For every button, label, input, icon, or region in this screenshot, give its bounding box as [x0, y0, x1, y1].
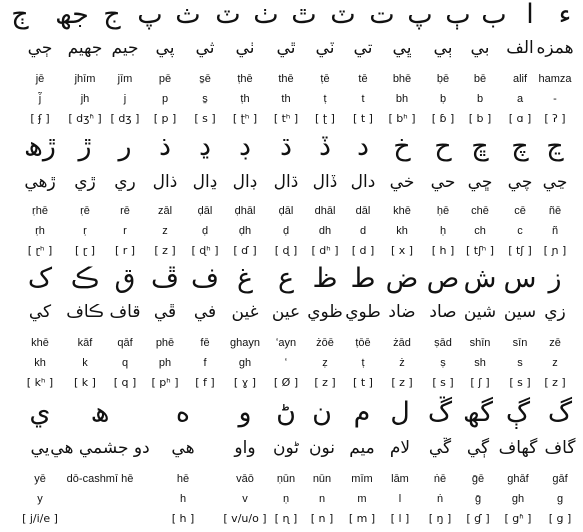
- letter-glyph: ٺ: [253, 0, 279, 30]
- letter-glyph: ر: [118, 131, 132, 162]
- letter-name: نون: [309, 438, 335, 458]
- transliteration-row: [0, 472, 583, 492]
- letter-glyph: ظ: [312, 263, 338, 294]
- letter-name: گهاف: [498, 438, 538, 458]
- transliteration-alt: ṇ: [282, 493, 290, 505]
- transliteration: ḥē: [436, 205, 450, 217]
- letter-name: ٽي: [315, 38, 335, 58]
- transliteration: vāō: [236, 473, 254, 485]
- transliteration-alt: a: [516, 93, 524, 105]
- letter-name: ڃي: [542, 172, 568, 192]
- letter-glyph: ڍ: [198, 131, 212, 162]
- ipa-value: [ ʈʰ ]: [232, 112, 258, 125]
- transliteration-alt: ḅ: [439, 93, 447, 105]
- letter-glyph: ح: [434, 131, 452, 162]
- letter-glyph: ث: [175, 0, 201, 30]
- letter-glyph: گھ: [463, 397, 493, 428]
- transliteration-alt: ṣ: [440, 357, 446, 369]
- transliteration-alt: ñ: [551, 225, 559, 237]
- transliteration-alt: th: [281, 93, 291, 105]
- letter-glyph: س: [503, 263, 537, 294]
- ipa-value: [ q ]: [113, 376, 137, 389]
- letter-name: يي: [30, 438, 50, 458]
- transliteration-alt: ṭ: [361, 357, 365, 369]
- ipa-value: [ ɽ ]: [74, 244, 96, 257]
- transliteration-alt: j: [123, 93, 127, 105]
- letter-glyph: ش: [463, 263, 497, 294]
- transliteration-alt: jh: [80, 93, 90, 105]
- ipa-value: [ ʃ ]: [470, 376, 490, 389]
- letter-name: سين: [503, 302, 537, 322]
- transliteration-alt: kh: [34, 357, 46, 369]
- letter-glyph: م: [353, 397, 371, 428]
- transliteration-alt: q: [121, 357, 129, 369]
- letter-name: جهيم: [67, 38, 103, 58]
- ipa-value-row: [0, 112, 583, 132]
- letter-name-row: [0, 436, 583, 456]
- letter-glyph: ڃ: [546, 131, 564, 162]
- transliteration-alt-row: [0, 492, 583, 512]
- transliteration: jhīm: [74, 73, 96, 85]
- transliteration-alt: y: [37, 493, 43, 505]
- letter-glyph: ڙھ: [24, 131, 56, 162]
- transliteration-row: [0, 204, 583, 224]
- transliteration: ghayn: [230, 337, 260, 349]
- letter-name: قاف: [109, 302, 141, 322]
- letter-name: الف: [506, 38, 534, 58]
- letter-glyph: جھ: [55, 0, 89, 30]
- transliteration: ṛē: [80, 205, 90, 217]
- ipa-value: [ s ]: [194, 112, 216, 125]
- letter-name: ڇي: [467, 172, 493, 192]
- letter-name: ظوي: [307, 302, 343, 322]
- transliteration: fē: [200, 337, 210, 349]
- letter-name: طوي: [345, 302, 381, 322]
- transliteration: żōē: [316, 337, 334, 349]
- letter-glyph: ط: [350, 263, 376, 294]
- letter-name-row: [0, 300, 583, 320]
- letter-glyph: ڪ: [70, 263, 100, 294]
- letter-name: ٿي: [276, 38, 296, 58]
- transliteration: alif: [512, 73, 528, 85]
- ipa-value: [ p ]: [153, 112, 177, 125]
- letter-name: ڙهي: [24, 172, 56, 192]
- transliteration: ḅē: [436, 73, 450, 85]
- transliteration: mīm: [351, 473, 373, 485]
- letter-name: جيم: [111, 38, 139, 58]
- transliteration-alt: n: [318, 493, 326, 505]
- transliteration-alt: m: [357, 493, 367, 505]
- letter-glyph: ھ: [90, 397, 110, 428]
- transliteration-alt: ż: [399, 357, 405, 369]
- transliteration: zē: [549, 337, 561, 349]
- letter-name: بي: [470, 38, 490, 58]
- transliteration: pē: [158, 73, 172, 85]
- ipa-value: [ pʰ ]: [151, 376, 179, 389]
- ipa-value: [ dʒʱ ]: [68, 112, 102, 125]
- letter-name: ڀي: [392, 38, 412, 58]
- ipa-value: [ h ]: [171, 512, 195, 525]
- letter-name: حي: [430, 172, 456, 192]
- letter-name: ري: [114, 172, 136, 192]
- letter-glyph: غ: [236, 263, 254, 294]
- ipa-value: [ ɲ ]: [543, 244, 567, 257]
- transliteration-alt-row: [0, 224, 583, 244]
- letter-glyph: ٽ: [330, 0, 356, 30]
- transliteration-alt: gh: [238, 357, 252, 369]
- letter-name-row: [0, 170, 583, 190]
- ipa-value: [ f ]: [195, 376, 215, 389]
- ipa-value: [ ʈ ]: [315, 112, 335, 125]
- ipa-value: [ ʔ ]: [544, 112, 566, 125]
- letter-name: ٺي: [235, 38, 255, 58]
- ipa-value: [ l ]: [390, 512, 410, 525]
- ipa-value: [ tʃʰ ]: [465, 244, 495, 257]
- ipa-value: [ k ]: [74, 376, 96, 389]
- transliteration-alt: ch: [474, 225, 486, 237]
- letter-name: ڍال: [192, 172, 218, 192]
- letter-name: ضاد: [388, 302, 416, 322]
- transliteration: ṭē: [320, 73, 330, 85]
- letter-name: ثي: [195, 38, 215, 58]
- letter-glyph-row: [0, 131, 583, 162]
- ipa-value: [ s ]: [509, 376, 531, 389]
- transliteration: shīn: [469, 337, 491, 349]
- transliteration-alt: -: [553, 93, 557, 105]
- transliteration-alt: ṭ: [323, 93, 327, 105]
- ipa-value: [ ɽʰ ]: [27, 244, 53, 257]
- letter-name: لام: [389, 438, 411, 458]
- ipa-value: [ bʰ ]: [388, 112, 416, 125]
- letter-name: في: [193, 302, 217, 322]
- ipa-value: [ d ]: [351, 244, 375, 257]
- letter-glyph: ڄ: [11, 0, 29, 30]
- transliteration-alt: ḡ: [474, 493, 482, 505]
- transliteration-alt: sh: [474, 357, 486, 369]
- transliteration: gāf: [552, 473, 568, 485]
- letter-name: ڙي: [74, 172, 96, 192]
- ipa-value-row: [0, 376, 583, 396]
- transliteration-alt: z: [552, 357, 558, 369]
- letter-glyph: چ: [511, 131, 529, 162]
- letter-name: ذال: [152, 172, 178, 192]
- letter-glyph: ف: [191, 263, 219, 294]
- transliteration: nūn: [312, 473, 332, 485]
- letter-glyph: پ: [137, 0, 163, 30]
- letter-glyph: ک: [27, 263, 53, 294]
- letter-glyph: د: [356, 131, 370, 162]
- letter-glyph-row: [0, 0, 583, 30]
- transliteration: bē: [473, 73, 487, 85]
- transliteration: ḍhāl: [234, 205, 256, 217]
- ipa-value: [ j/i/e ]: [22, 512, 58, 525]
- transliteration: tē: [358, 73, 368, 85]
- letter-name: دو جشمي هي: [50, 438, 150, 458]
- transliteration: cē: [514, 205, 526, 217]
- transliteration-row: [0, 72, 583, 92]
- transliteration: dāl: [355, 205, 371, 217]
- transliteration-alt: dh: [318, 225, 332, 237]
- ipa-value: [ dʒ ]: [110, 112, 140, 125]
- transliteration-alt: gh: [511, 493, 525, 505]
- letter-name: ڪاف: [66, 302, 104, 322]
- ipa-value: [ z ]: [391, 376, 413, 389]
- transliteration-alt: s: [517, 357, 523, 369]
- ipa-value: [ n ]: [310, 512, 334, 525]
- letter-glyph: ي: [29, 397, 51, 428]
- letter-glyph: ڻ: [276, 397, 296, 428]
- letter-glyph: ل: [390, 397, 410, 428]
- transliteration-alt: z: [162, 225, 168, 237]
- letter-glyph: ڊ: [238, 131, 252, 162]
- transliteration: ṇūn: [276, 473, 296, 485]
- transliteration: ḍāl: [278, 205, 294, 217]
- ipa-value: [ ɖʰ ]: [191, 244, 219, 257]
- transliteration: phē: [155, 337, 175, 349]
- letter-name: واو: [234, 438, 256, 458]
- letter-name: ڱي: [428, 438, 452, 458]
- transliteration-alt: s̱: [202, 93, 208, 105]
- letter-glyph: ا: [526, 0, 534, 30]
- transliteration-alt: kh: [396, 225, 408, 237]
- transliteration: ghāf: [507, 473, 529, 485]
- letter-glyph: ج: [103, 0, 121, 30]
- ipa-value: [ z ]: [154, 244, 176, 257]
- transliteration-alt: k: [82, 357, 88, 369]
- transliteration: żād: [393, 337, 411, 349]
- transliteration-alt: ṛh: [35, 225, 45, 237]
- letter-glyph: ب: [481, 0, 507, 30]
- letter-glyph: ض: [385, 263, 419, 294]
- transliteration: khē: [31, 337, 49, 349]
- transliteration: thē: [278, 73, 294, 85]
- letter-glyph: ڇ: [471, 131, 489, 162]
- transliteration: yē: [34, 473, 46, 485]
- transliteration-alt: j̃: [38, 93, 42, 105]
- ipa-value: [ dʰ ]: [311, 244, 339, 257]
- transliteration-alt: bh: [395, 93, 409, 105]
- transliteration: chē: [471, 205, 489, 217]
- letter-glyph: ق: [114, 263, 136, 294]
- transliteration-alt: l: [398, 493, 402, 505]
- letter-name: ڦي: [153, 302, 177, 322]
- letter-glyph: ڏ: [318, 131, 332, 162]
- ipa-value: [ h ]: [431, 244, 455, 257]
- ipa-value: [ ɣ ]: [233, 376, 257, 389]
- ipa-value: [ ɑ ]: [508, 112, 532, 125]
- transliteration-alt: ḍ: [282, 225, 290, 237]
- letter-name: ٻي: [433, 38, 453, 58]
- ipa-value: [ m ]: [348, 512, 376, 525]
- letter-name: تي: [353, 38, 373, 58]
- letter-glyph: ع: [277, 263, 295, 294]
- transliteration-alt: ṭh: [240, 93, 250, 105]
- letter-glyph: پ: [407, 0, 433, 30]
- ipa-value: [ ɖ ]: [274, 244, 298, 257]
- transliteration-alt: f: [203, 357, 207, 369]
- ipa-value: [ g ]: [548, 512, 572, 525]
- transliteration-alt: p: [161, 93, 169, 105]
- letter-name: زي: [544, 302, 566, 322]
- letter-glyph: ص: [426, 263, 460, 294]
- ipa-value: [ ŋ ]: [428, 512, 452, 525]
- transliteration: qāf: [117, 337, 133, 349]
- ipa-value: [ ʄ ]: [30, 112, 50, 125]
- transliteration: s̱ē: [199, 73, 211, 85]
- letter-glyph: ٿ: [291, 0, 317, 30]
- transliteration-alt: ḍh: [238, 225, 252, 237]
- transliteration-alt: b: [476, 93, 484, 105]
- letter-glyph: ء: [558, 0, 572, 30]
- transliteration-alt: g: [556, 493, 564, 505]
- letter-glyph: و: [238, 397, 252, 428]
- letter-name: ڌال: [273, 172, 299, 192]
- letter-glyph: ه: [175, 397, 191, 428]
- transliteration: ṣād: [434, 337, 452, 349]
- ipa-value: [ tʰ ]: [273, 112, 299, 125]
- transliteration: ḍāl: [197, 205, 213, 217]
- ipa-value: [ ɠ ]: [466, 512, 490, 525]
- transliteration: bhē: [392, 73, 412, 85]
- letter-glyph: گ: [547, 397, 573, 428]
- transliteration: ḡē: [471, 473, 485, 485]
- transliteration-alt-row: [0, 92, 583, 112]
- ipa-value: [ z ]: [544, 376, 566, 389]
- transliteration-alt: ḥ: [439, 225, 447, 237]
- transliteration: ṅē: [433, 473, 447, 485]
- letter-glyph: ت: [369, 0, 395, 30]
- letter-name: صاد: [429, 302, 457, 322]
- letter-name-row: [0, 36, 583, 56]
- transliteration: kāf: [77, 337, 93, 349]
- transliteration-alt: ḍ: [201, 225, 209, 237]
- transliteration-alt: ṛ: [83, 225, 87, 237]
- transliteration-alt: ph: [158, 357, 172, 369]
- transliteration: ṛhē: [32, 205, 48, 217]
- ipa-value-row: [0, 512, 583, 532]
- letter-glyph: ن: [312, 397, 332, 428]
- ipa-value-row: [0, 244, 583, 264]
- letter-glyph: ذ: [158, 131, 172, 162]
- transliteration: khē: [393, 205, 411, 217]
- letter-name: ڊال: [232, 172, 258, 192]
- transliteration-alt: c: [517, 225, 523, 237]
- letter-glyph-row: [0, 397, 583, 428]
- transliteration-alt: v: [242, 493, 248, 505]
- transliteration: ṭōē: [355, 337, 371, 349]
- letter-name: ڳي: [466, 438, 490, 458]
- letter-name: شين: [463, 302, 497, 322]
- transliteration-alt: t: [361, 93, 365, 105]
- letter-name: غين: [231, 302, 259, 322]
- transliteration-alt: ʻ: [284, 357, 288, 369]
- letter-name: ميم: [349, 438, 375, 458]
- letter-glyph: ٽ: [215, 0, 241, 30]
- ipa-value: [ t ]: [353, 376, 373, 389]
- letter-name: ڄي: [27, 38, 53, 58]
- ipa-value: [ kʰ ]: [26, 376, 54, 389]
- letter-glyph: ٻ: [445, 0, 471, 30]
- ipa-value: [ gʱ ]: [504, 512, 532, 525]
- letter-name: گاف: [544, 438, 576, 458]
- transliteration: lām: [391, 473, 409, 485]
- transliteration: zāl: [157, 205, 173, 217]
- ipa-value: [ ɓ ]: [431, 112, 455, 125]
- ipa-value: [ r ]: [114, 244, 136, 257]
- ipa-value: [ s ]: [432, 376, 454, 389]
- transliteration-alt: ẓ: [322, 357, 328, 369]
- letter-name: چي: [507, 172, 533, 192]
- transliteration-alt: ṅ: [436, 493, 444, 505]
- letter-glyph: ڙ: [78, 131, 92, 162]
- ipa-value: [ tʃ ]: [508, 244, 532, 257]
- transliteration: dhāl: [314, 205, 336, 217]
- letter-glyph: ڱ: [427, 397, 453, 428]
- letter-name: کي: [28, 302, 52, 322]
- transliteration-alt: h: [179, 493, 187, 505]
- transliteration: sīn: [512, 337, 528, 349]
- letter-name: دال: [350, 172, 376, 192]
- transliteration: rē: [120, 205, 130, 217]
- letter-name: هي: [171, 438, 195, 458]
- letter-glyph: ز: [548, 263, 562, 294]
- ipa-value: [ v/u/o ]: [223, 512, 267, 525]
- transliteration-row: [0, 336, 583, 356]
- transliteration: ʻayn: [275, 337, 297, 349]
- transliteration: hē: [176, 473, 190, 485]
- ipa-value: [ Ø ]: [273, 376, 299, 389]
- letter-glyph: ڳ: [505, 397, 531, 428]
- transliteration-alt-row: [0, 356, 583, 376]
- ipa-value: [ b ]: [468, 112, 492, 125]
- letter-name: پي: [155, 38, 175, 58]
- letter-glyph: ڌ: [279, 131, 293, 162]
- transliteration-alt: r: [123, 225, 127, 237]
- letter-name: ڏال: [312, 172, 338, 192]
- ipa-value: [ x ]: [390, 244, 414, 257]
- ipa-value: [ z ]: [314, 376, 336, 389]
- transliteration: ṭhē: [237, 73, 253, 85]
- transliteration-alt: d: [359, 225, 367, 237]
- transliteration: dō-cashmī hē: [66, 473, 134, 485]
- letter-name: عين: [271, 302, 301, 322]
- transliteration: ñē: [548, 205, 562, 217]
- ipa-value: [ ɗ ]: [233, 244, 257, 257]
- transliteration: hamza: [538, 73, 572, 85]
- ipa-value: [ ɳ ]: [274, 512, 298, 525]
- transliteration: jē: [35, 73, 45, 85]
- letter-name: ڻون: [273, 438, 299, 458]
- letter-name: همزه: [536, 38, 574, 58]
- ipa-value: [ t ]: [353, 112, 373, 125]
- transliteration: jīm: [117, 73, 133, 85]
- letter-glyph-row: [0, 263, 583, 294]
- letter-glyph: خ: [393, 131, 411, 162]
- letter-name: خي: [389, 172, 415, 192]
- letter-glyph: ڦ: [151, 263, 179, 294]
